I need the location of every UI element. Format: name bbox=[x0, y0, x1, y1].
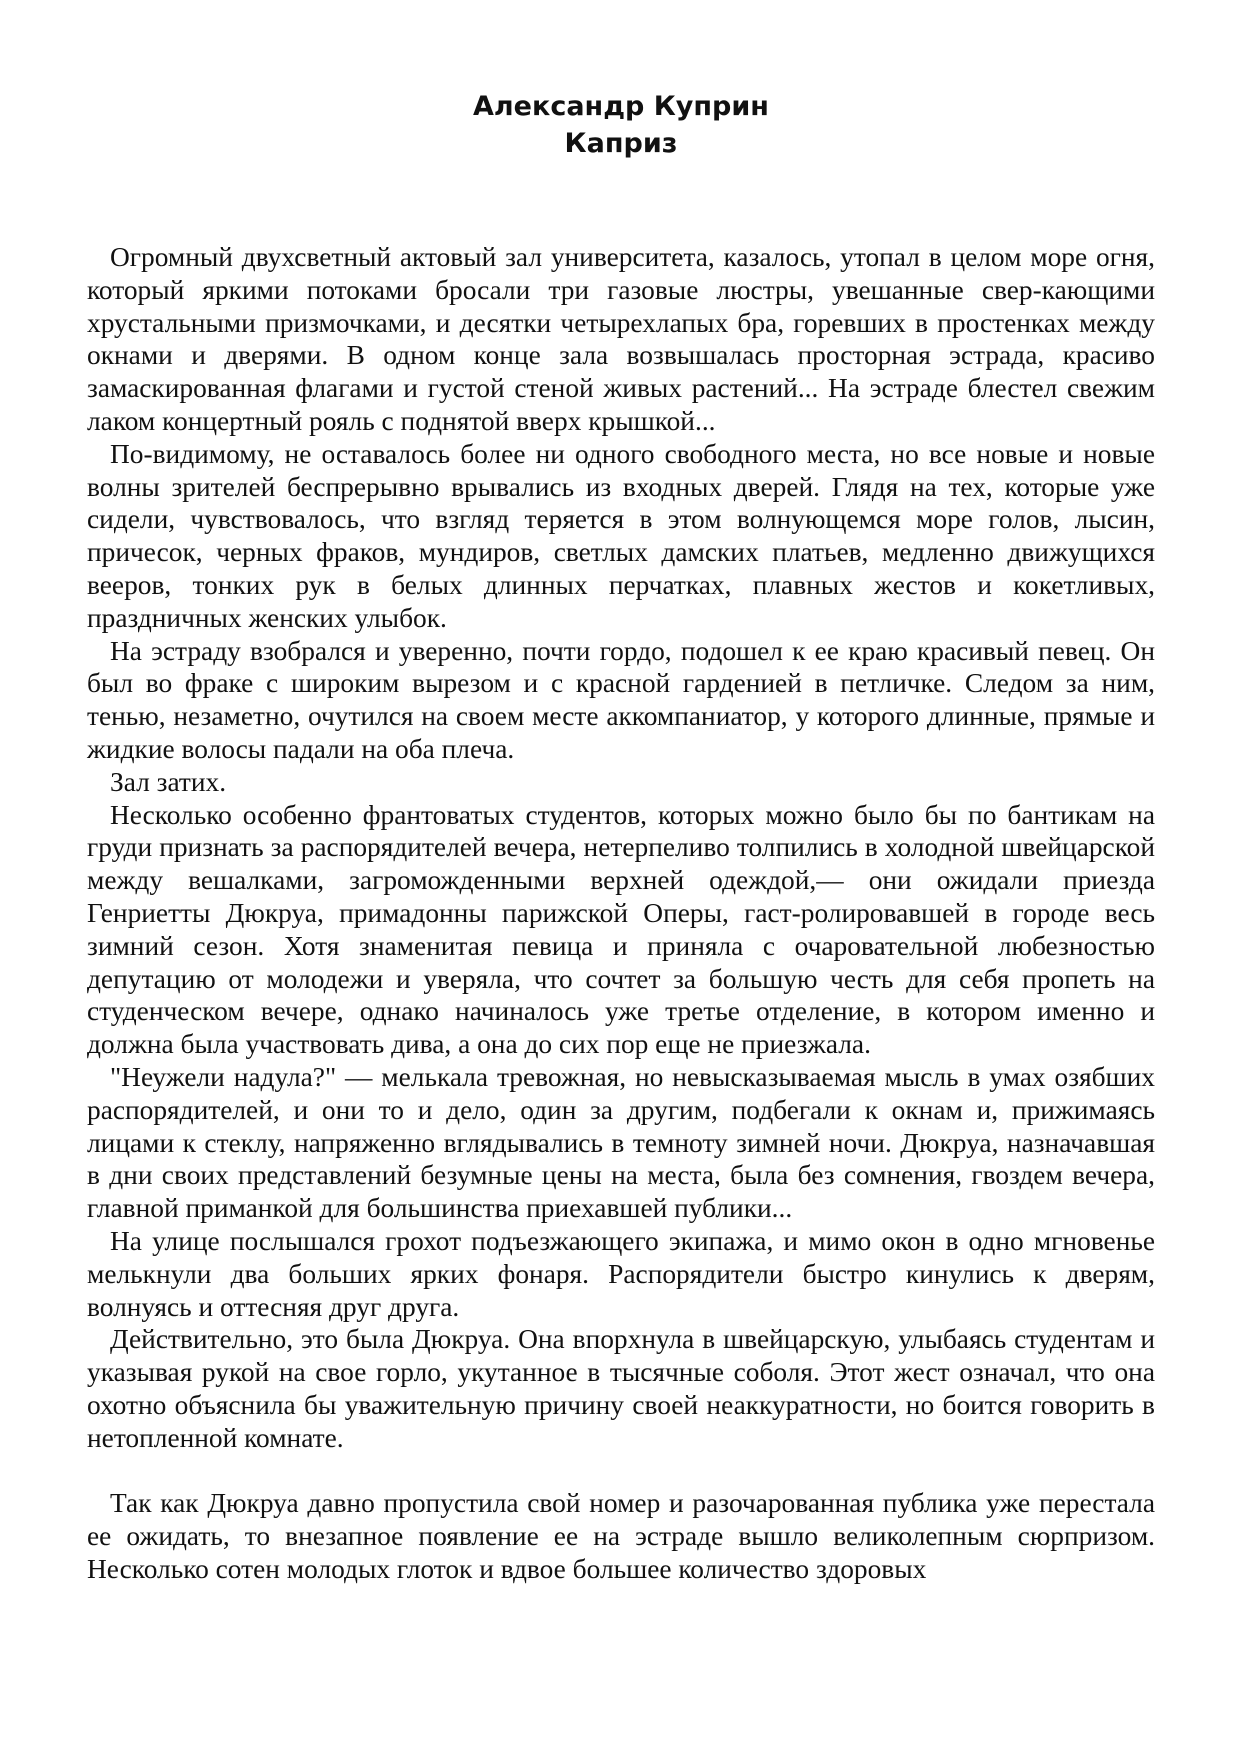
story-title: Каприз bbox=[564, 128, 678, 159]
paragraph: Зал затих. bbox=[110, 766, 227, 797]
paragraph: По-видимому, не оставалось более ни одного свободного места, но все новые и новые волны зрителей беспрерывно врывались из входных дверей. Глядя на тех, которые уже сидели, чувствовалось, что взгляд теряется в этом волнующемся море голов, лысин, причесок, черных фраков, мундиров, светлых дамских платьев, медленно движущихся вееров, тонких рук в белых длинных перчатках, плавных жестов и кокетливых, праздничных женских улыбок. bbox=[87, 438, 1155, 633]
paragraph: На улице послышался грохот подъезжающего экипажа, и мимо окон в одно мгновенье мелькнули два больших ярких фонаря. Распорядители быстро кинулись к дверям, волнуясь и оттесняя друг друга. bbox=[87, 1225, 1155, 1322]
paragraph: На эстраду взобрался и уверенно, почти гордо, подошел к ее краю красивый певец. Он был во фраке с широким вырезом и с красной гарденией в петличке. Следом за ним, тенью, незаметно, очутился на своем месте аккомпаниатор, у которого длинные, прямые и жидкие волосы падали на оба плеча. bbox=[87, 635, 1155, 764]
document-header bbox=[0, 88, 1242, 162]
paragraph: Действительно, это была Дюкруа. Она впорхнула в швейцарскую, улыбаясь студентам и указывая рукой на свое горло, укутанное в тысячные соболя. Этот жест означал, что она охотно объяснила бы уважительную причину своей неаккуратности, но боится говорить в нетопленной комнате. bbox=[87, 1324, 1155, 1453]
paragraph: Огромный двухсветный актовый зал университета, казалось, утопал в целом море огня, который яркими потоками бросали три газовые люстры, увешанные свер-кающими хрустальными призмочками, и десятки четырехлапых бра, горевших в простенках между окнами и дверями. В одном конце зала возвышалась просторная эстрада, красиво замаскированная флагами и густой стеной живых растений... На эстраде блестел свежим лаком концертный рояль с поднятой вверх крышкой... bbox=[87, 242, 1155, 436]
paragraph: Так как Дюкруа давно пропустила свой номер и разочарованная публика уже перестала ее ожидать, то внезапное появление ее на эстраде вышло великолепным сюрпризом. Несколько сотен молодых глоток и вдвое большее количество здоровых bbox=[87, 1488, 1155, 1584]
story-body bbox=[87, 241, 1155, 1586]
author-name: Александр Куприн bbox=[473, 91, 769, 122]
paragraph: "Неужели надула?" — мелькала тревожная, но невысказываемая мысль в умах озябших распорядителей, и они то и дело, один за другим, подбегали к окнам и, прижимаясь лицами к стеклу, напряженно вглядывались в темноту зимней ночи. Дюкруа, назначавшая в дни своих представлений безумные цены на места, была без сомнения, гвоздем вечера, главной приманкой для большинства приехавшей публики... bbox=[87, 1061, 1155, 1224]
paragraph: Несколько особенно франтоватых студентов, которых можно было бы по бантикам на груди признать за распорядителей вечера, нетерпеливо толпились в холодной швейцарской между вешалками, загроможденными верхней одеждой,— они ожидали приезда Генриетты Дюкруа, примадонны парижской Оперы, гаст-ролировавшей в городе весь зимний сезон. Хотя знаменитая певица и приняла с очаровательной любезностью депутацию от молодежи и уверяла, что сочтет за большую честь для себя пропеть на студенческом вечере, однако начиналось уже третье отделение, в котором именно и должна была участвовать дива, а она до сих пор еще не приезжала. bbox=[87, 799, 1155, 1060]
